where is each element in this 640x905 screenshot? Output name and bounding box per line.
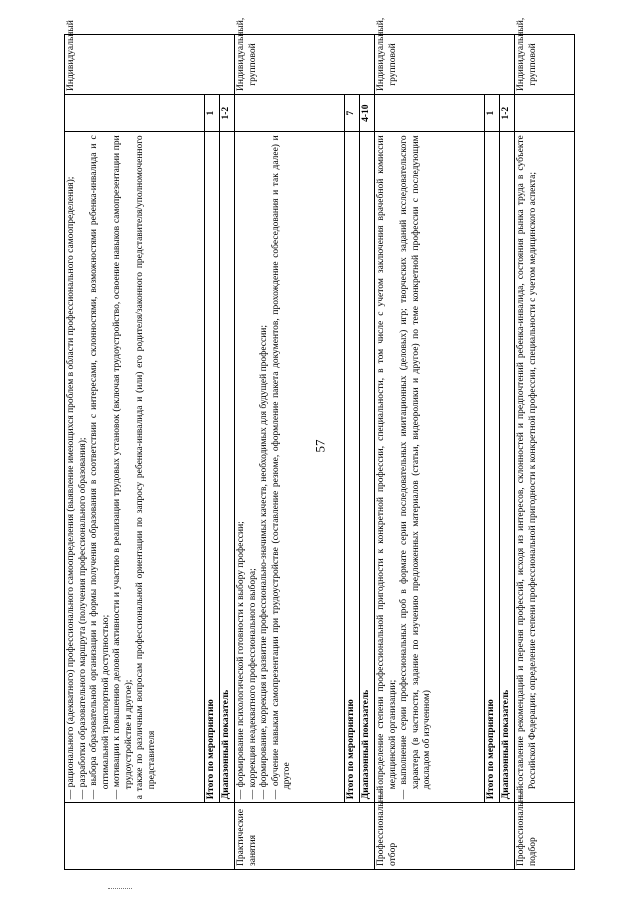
rotated-table-container: [64, 17, 538, 870]
list-item: — коррекция неадекватного профессионального выбора;: [247, 568, 258, 800]
section-2-description: [235, 132, 345, 803]
section-1-value-blank: [65, 94, 205, 131]
list-item: — определение степени профессиональной пригодности к конкретной профессии, специальности, в том числе с учетом заключения врачебной комиссии медицинской организации;: [376, 135, 398, 800]
section-3-total-label: Итого по мероприятию: [485, 132, 500, 803]
section-3-range-value: 1-2: [500, 94, 515, 131]
list-item: — формирование психологической готовности к выбору профессии;: [236, 521, 246, 800]
list-item: — обучение навыкам самопрезентации при трудоустройстве (составление резюме, оформление пакета документов, прохождение собеседования и так далее) и другое: [270, 135, 293, 800]
section-4-form: Индивидуальный, групповой: [515, 35, 575, 95]
section-3-description: [375, 132, 485, 803]
section-2-value-blank: [235, 94, 345, 131]
rehabilitation-table: [64, 17, 575, 870]
section-2-total-label: Итого по мероприятию: [345, 132, 360, 803]
section-3-value-blank: [375, 94, 485, 131]
list-item: — выполнение серии профессиональных проб в формате серии последовательных имитационных (деловых) игр; творческих заданий исследовательского характера (в частности, задание по изучению предложенных материалов (статьи, видеоролики и другое) по теме конкретной профессии с последующим докладом об изученном): [399, 135, 433, 800]
section-4-value-blank: [515, 94, 575, 131]
section-1-total-value: 1: [205, 94, 220, 131]
list-item: — мотивации к повышению деловой активности и участию в реализации трудовых установок (включая трудоустройство, освоение навыков самопрезентации при трудоустройстве и другое);: [112, 135, 134, 800]
list-item: — выбора образовательной организации и формы получения образования в соответствии с интересами, склонностями, возможностями ребенка-инвалида и с оптимальной транспортной доступностью;: [89, 135, 111, 800]
section-3-total-value: 1: [485, 94, 500, 131]
list-item: — рационального (адекватного) профессионального самоопределения (выявление имеющихся проблем в области профессионального самоопределения);: [66, 176, 76, 800]
section-2-range-label: Диапазонный показатель: [360, 132, 375, 803]
section-1-range-value: 1-2: [220, 94, 235, 131]
section-1-name: [65, 803, 235, 870]
section-3-name: Профессиональный отбор: [375, 803, 515, 870]
section-3-form: Индивидуальный, групповой: [375, 35, 515, 95]
list-item: — составление рекомендаций и перечня профессий, исходя из интересов, склонностей и предпочтений ребенка-инвалида, состояния рынка труда в субъекте Российской Федерации; определение степени профессиональной пригодности к конкретной профессии, специальности с учетом медицинского аспекта;: [516, 135, 538, 800]
section-2-form: Индивидуальный, групповой: [235, 35, 375, 95]
section-3-range-label: Диапазонный показатель: [500, 132, 515, 803]
section-2-range-value: 4-10: [360, 94, 375, 131]
section-2-total-value: 7: [345, 94, 360, 131]
section-4-description: [515, 132, 575, 803]
list-item: — формирование, коррекция и развитие профессионально-значимых качеств, необходимых для будущей профессии;: [259, 324, 270, 800]
list-item: а также по различным вопросам профессиональной ориентации по запросу ребенка-инвалида и (или) его родителя/законного представителя/уполномоченного представителя: [135, 135, 158, 800]
scan-artifact-divider: [108, 888, 132, 891]
section-1-form: Индивидуальный: [65, 35, 235, 95]
section-2-name: Практические занятия: [235, 803, 375, 870]
section-1-range-label: Диапазонный показатель: [220, 132, 235, 803]
section-1-description: [65, 132, 205, 803]
section-4-name: Профессиональный подбор: [515, 803, 575, 870]
page-number: 57: [312, 439, 328, 453]
list-item: — разработки образовательного маршрута (получения профессионального образования);: [77, 437, 88, 800]
section-1-total-label: Итого по мероприятию: [205, 132, 220, 803]
